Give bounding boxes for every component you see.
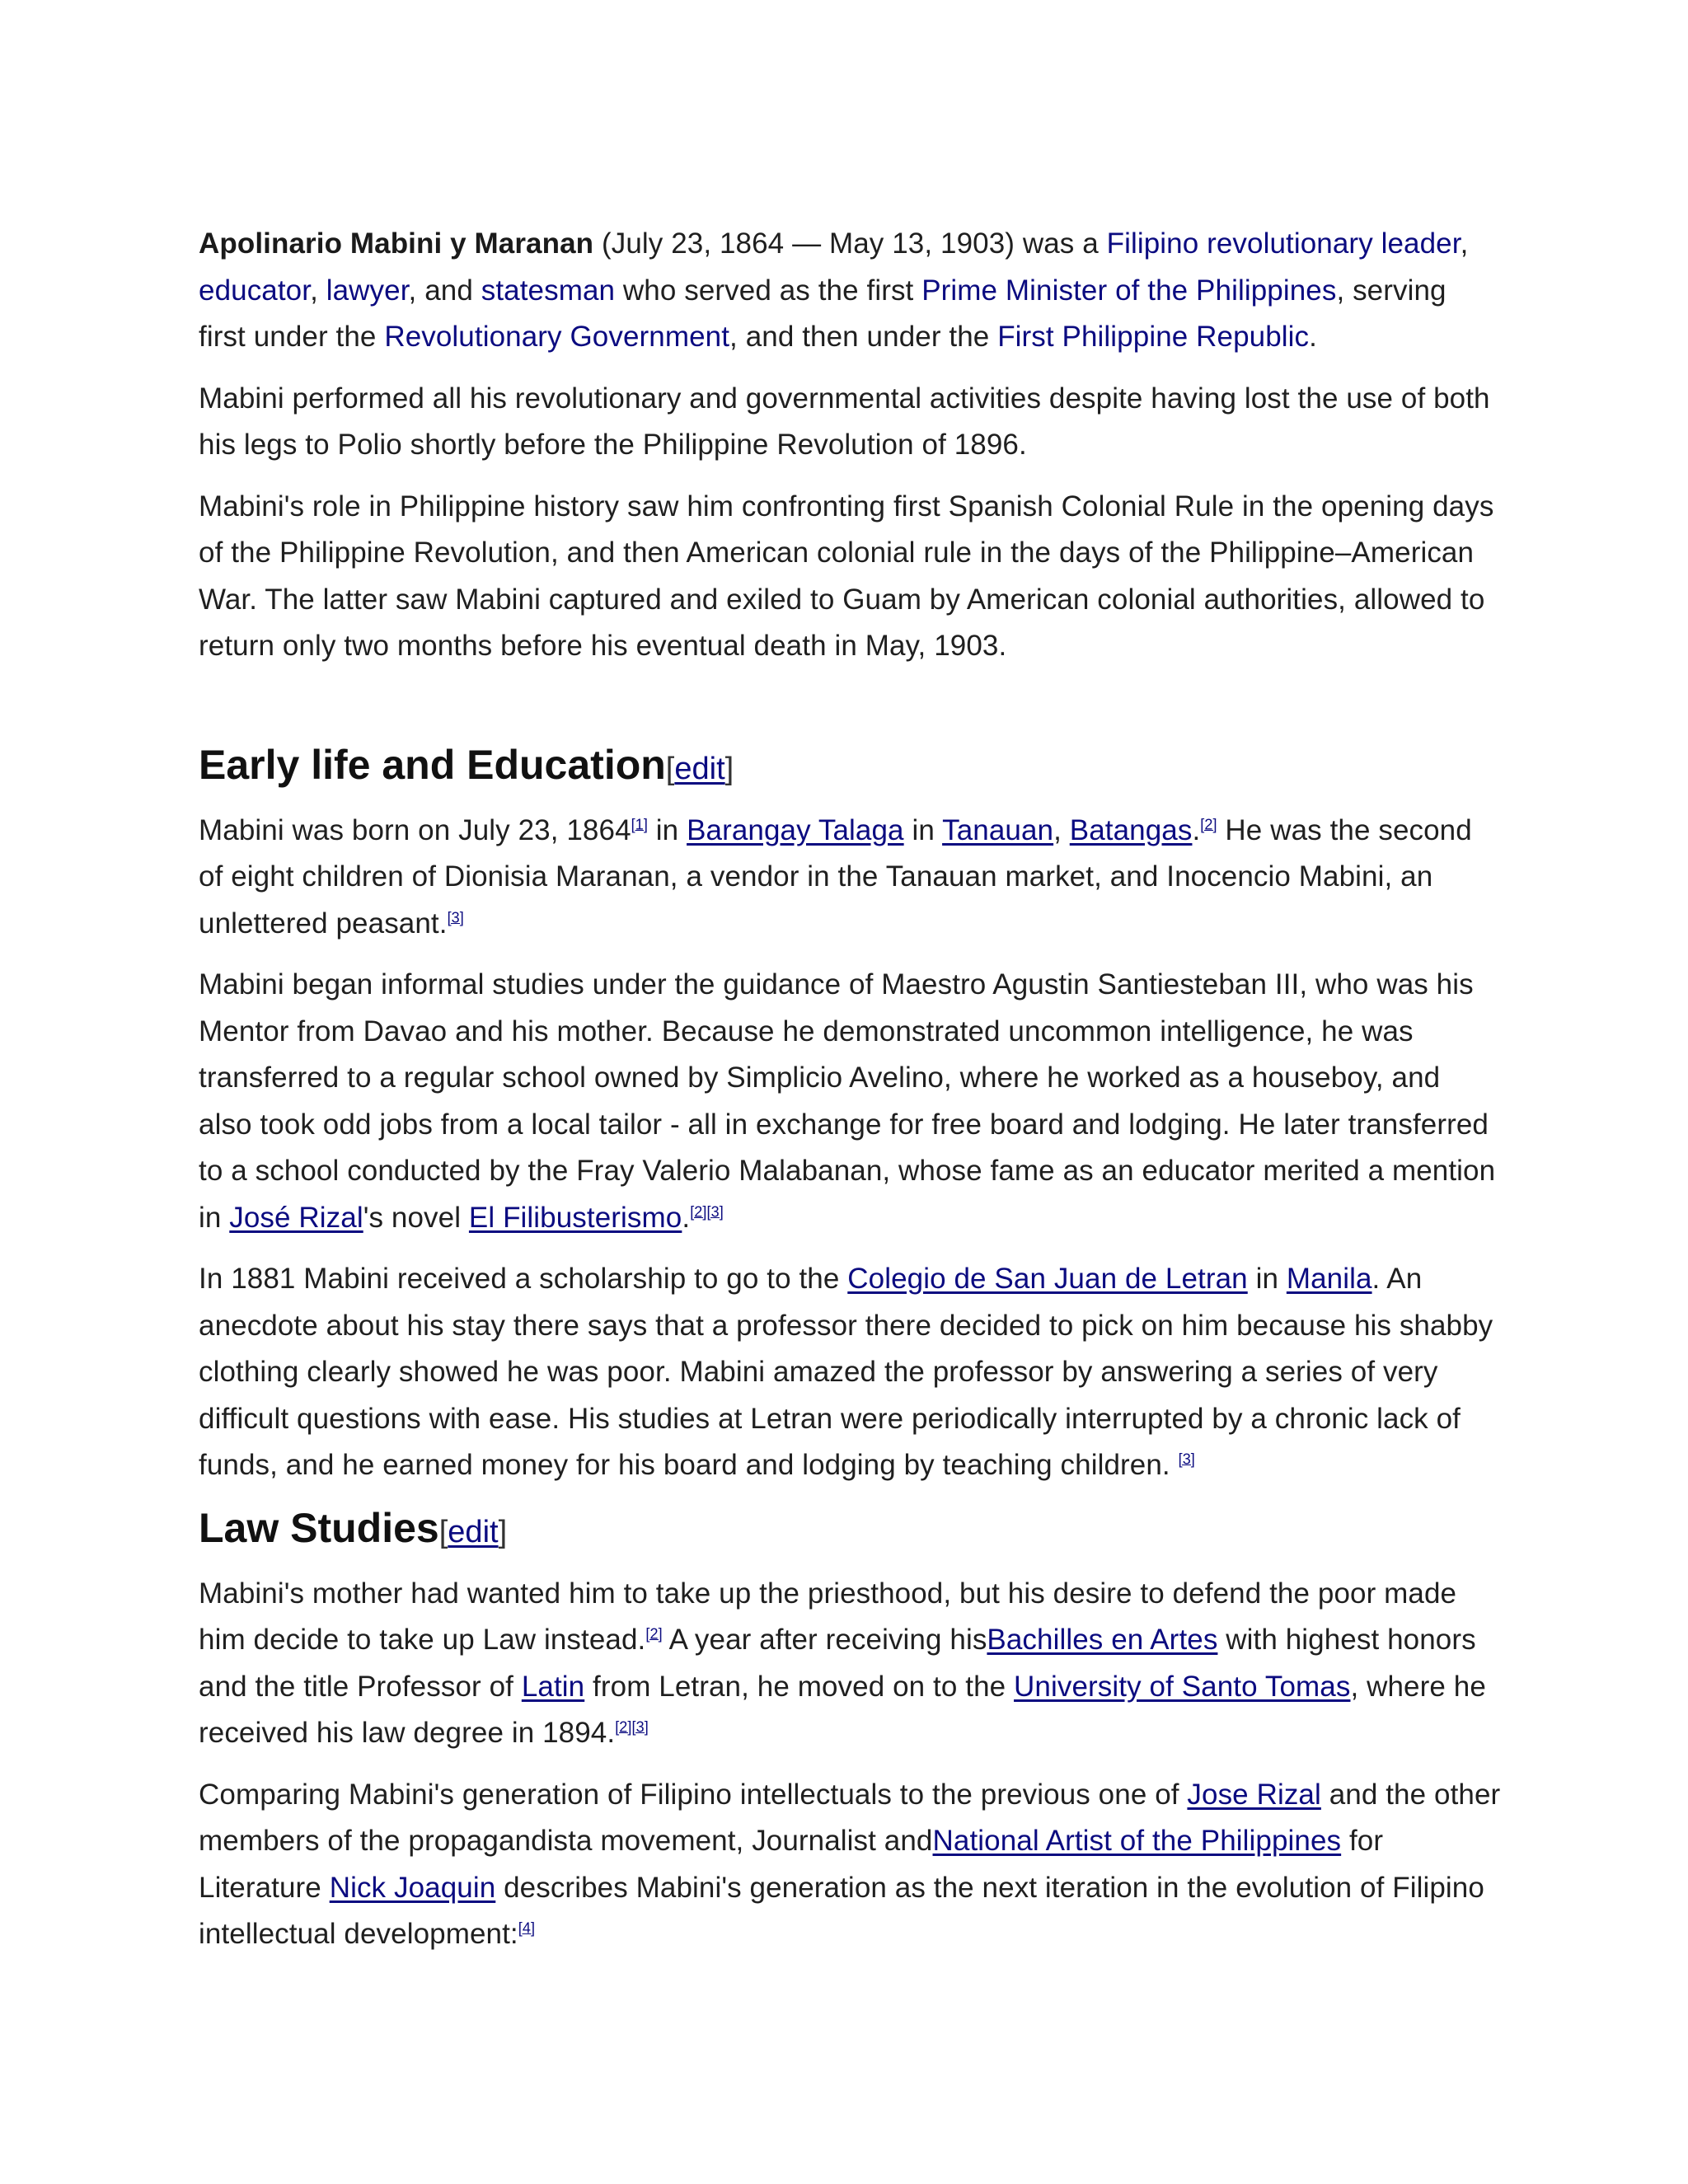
link-el-filibusterismo[interactable]: El Filibusterismo <box>468 1201 682 1234</box>
link-jose-rizal-2[interactable]: Jose Rizal <box>1187 1778 1321 1811</box>
link-first-philippine-republic[interactable]: First Philippine Republic <box>997 321 1310 353</box>
link-jose-rizal[interactable]: José Rizal <box>229 1201 363 1234</box>
early-paragraph-2: Mabini began informal studies under the guidance of Maestro Agustin Santiesteban III, who was his Mentor from Davao and his mother. Because he demonstrated uncommon intelligence, he was transferred to a regular school owned by Simplicio Avelino, where he worked as a houseboy, and also took odd jobs from a local tailor - all in exchange for free board and lodging. He later transferred to a school conducted by the Fray Valerio Malabanan, whose fame as an educator merited a mention in José Rizal's novel El Filibusterismo.[2][3] <box>199 968 1496 1234</box>
link-nick-joaquin[interactable]: Nick Joaquin <box>329 1871 496 1904</box>
reference-link[interactable]: [4] <box>518 1919 536 1937</box>
law-paragraph-1: Mabini's mother had wanted him to take up the priesthood, but his desire to defend the poor made him decide to take up Law instead.[2] A year after receiving hisBachilles en Artes with highest honors and the title Professor of Latin from Letran, he moved on to the University of Santo Tomas, where he received his law degree in 1894.[2][3] <box>199 1577 1486 1749</box>
reference-link[interactable]: [2] <box>645 1625 663 1643</box>
edit-section-link-wrap: [edit] <box>438 1514 508 1549</box>
early-paragraph-1: Mabini was born on July 23, 1864[1] in Barangay Talaga in Tanauan, Batangas.[2] He was the second of eight children of Dionisia Maranan, a vendor in the Tanauan market, and Inocencio Mabini, an unlettered peasant.[3] <box>199 813 1472 940</box>
link-national-artist[interactable]: National Artist of the Philippines <box>932 1825 1342 1857</box>
link-lawyer[interactable]: lawyer <box>326 274 409 307</box>
link-filipino-revolutionary-leader[interactable]: Filipino revolutionary leader <box>1106 227 1461 260</box>
link-educator[interactable]: educator <box>199 274 311 307</box>
article-body <box>199 221 1501 1973</box>
intro-paragraph-1: Apolinario Mabini y Maranan (July 23, 1864 — May 13, 1903) was a Filipino revolutionary leader, educator, lawyer, and statesman who served as the first Prime Minister of the Philippines, serving first under the Revolutionary Government, and then under the First Philippine Republic. <box>199 227 1469 353</box>
reference-link[interactable]: [3] <box>1178 1451 1195 1468</box>
link-university-of-santo-tomas[interactable]: University of Santo Tomas <box>1014 1670 1351 1703</box>
link-statesman[interactable]: statesman <box>481 274 616 307</box>
early-paragraph-3: In 1881 Mabini received a scholarship to go to the Colegio de San Juan de Letran in Manila. An anecdote about his stay there says that a professor there decided to pick on him because his shabby clothing clearly showed he was poor. Mabini amazed the professor by answering a series of very difficult questions with ease. His studies at Letran were periodically interrupted by a chronic lack of funds, and he earned money for his board and lodging by teaching children. [3] <box>199 1263 1493 1481</box>
section-heading-law-studies: Law Studies[edit] <box>199 1504 508 1551</box>
reference-link[interactable]: [2][3] <box>615 1718 649 1736</box>
reference-link[interactable]: [2] <box>1200 815 1217 832</box>
link-prime-minister[interactable]: Prime Minister of the Philippines <box>921 274 1337 307</box>
intro-paragraph-2: Mabini performed all his revolutionary and governmental activities despite having lost the use of both his legs to Polio shortly before the Philippine Revolution of 1896. <box>199 382 1490 461</box>
edit-link-law-studies[interactable]: edit <box>448 1514 499 1549</box>
link-bachilles-en-artes[interactable]: Bachilles en Artes <box>987 1624 1218 1656</box>
reference-link[interactable]: [1] <box>631 815 648 832</box>
intro-paragraph-3: Mabini's role in Philippine history saw him confronting first Spanish Colonial Rule in the opening days of the Philippine Revolution, and then American colonial rule in the days of the Philippine–American War. The latter saw Mabini captured and exiled to Guam by American colonial authorities, allowed to return only two months before his eventual death in May, 1903. <box>199 490 1494 662</box>
link-manila[interactable]: Manila <box>1286 1263 1372 1295</box>
link-latin[interactable]: Latin <box>521 1670 585 1703</box>
link-batangas[interactable]: Batangas <box>1069 813 1193 846</box>
link-colegio-de-san-juan-de-letran[interactable]: Colegio de San Juan de Letran <box>847 1263 1248 1295</box>
link-barangay-talaga[interactable]: Barangay Talaga <box>687 813 904 846</box>
edit-link-early-life[interactable]: edit <box>674 751 725 786</box>
link-tanauan[interactable]: Tanauan <box>942 813 1054 846</box>
link-revolutionary-government[interactable]: Revolutionary Government <box>384 321 730 353</box>
section-heading-early-life: Early life and Education[edit] <box>199 741 734 788</box>
reference-link[interactable]: [2][3] <box>690 1202 724 1220</box>
law-paragraph-2: Comparing Mabini's generation of Filipino intellectuals to the previous one of Jose Rizal and the other members of the propagandista movement, Journalist andNational Artist of the Philippines for Literature Nick Joaquin describes Mabini's generation as the next iteration in the evolution of Filipino intellectual development:[4] <box>199 1778 1501 1950</box>
reference-link[interactable]: [3] <box>447 908 464 926</box>
edit-section-link-wrap: [edit] <box>665 751 734 786</box>
subject-name: Apolinario Mabini y Maranan <box>199 227 594 260</box>
